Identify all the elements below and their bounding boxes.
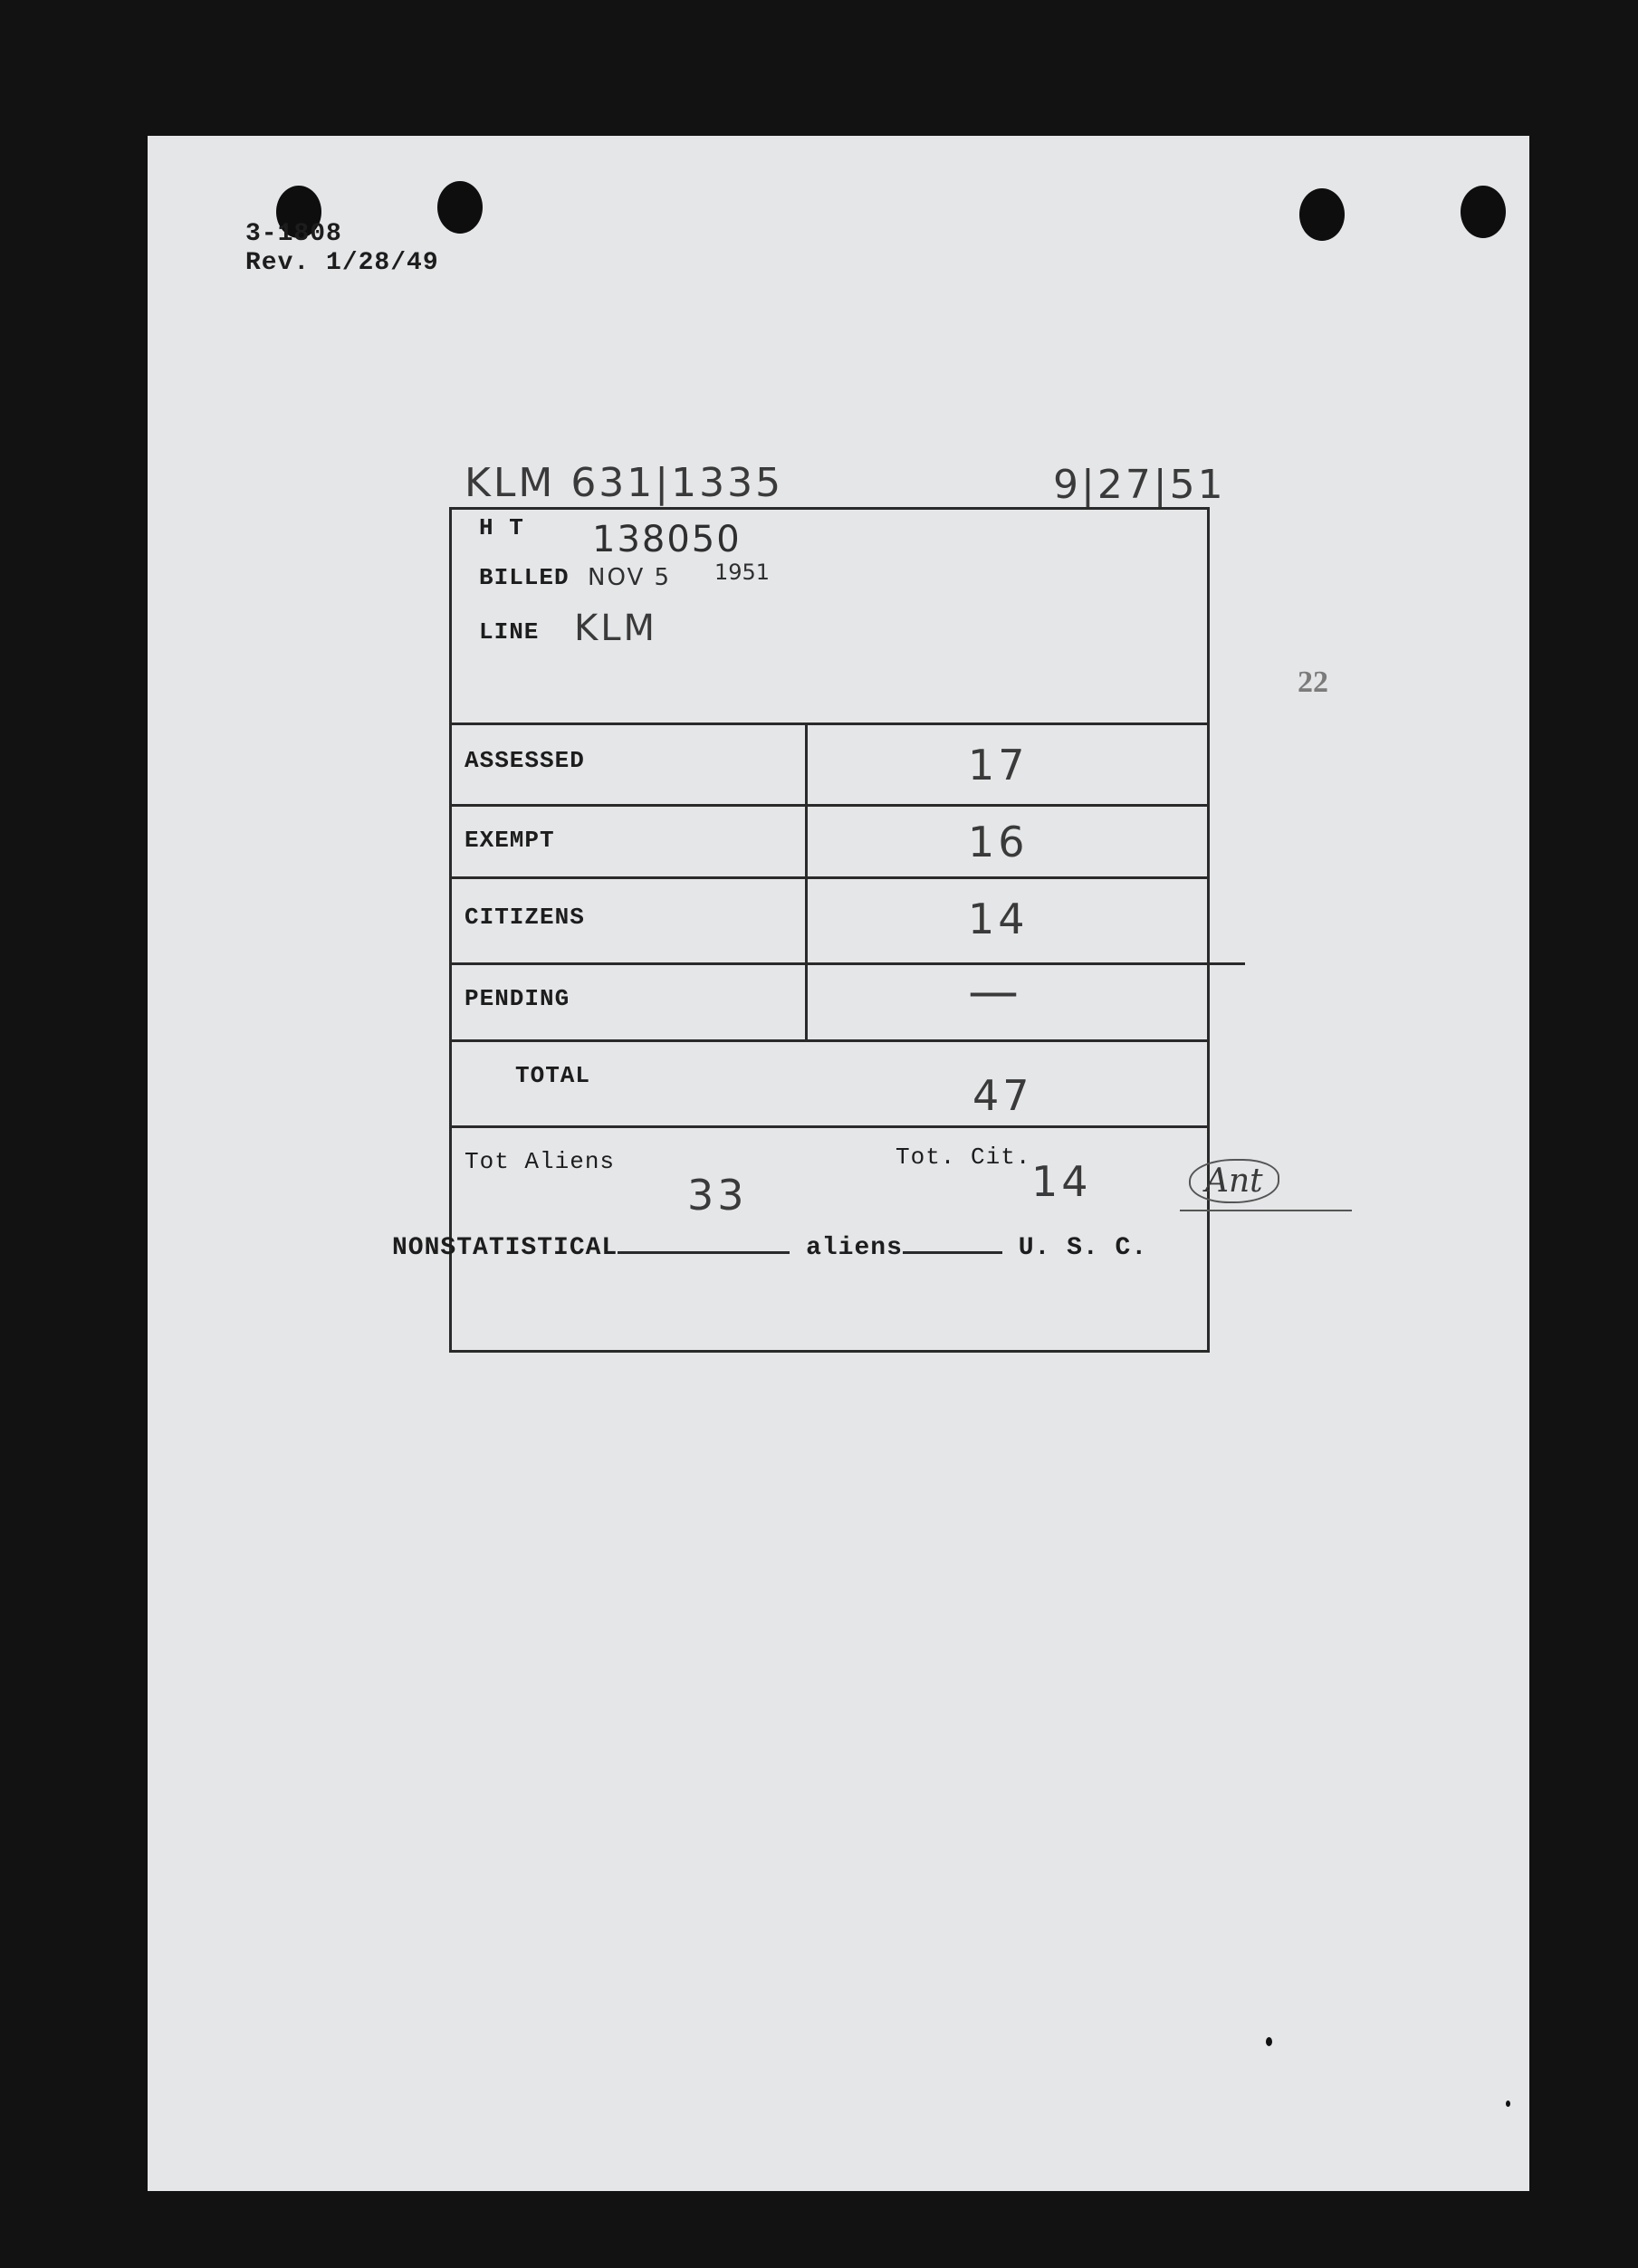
tot-aliens-label: Tot Aliens (465, 1148, 616, 1175)
divider-row-3 (452, 962, 1245, 965)
divider-header (452, 723, 1207, 725)
column-divider (805, 723, 808, 1041)
speck-mark (1506, 2101, 1510, 2107)
divider-row-1 (452, 804, 1207, 807)
total-value: 47 (972, 1071, 1033, 1120)
page-number: 22 (1298, 665, 1328, 699)
signature-underline (1180, 1210, 1352, 1211)
citizens-label: CITIZENS (465, 904, 585, 931)
nonstatistical-label: NONSTATISTICAL (392, 1234, 618, 1262)
punch-hole-2 (437, 181, 483, 234)
initials-signature: Ant (1189, 1159, 1279, 1203)
punch-hole-3 (1299, 188, 1345, 241)
divider-row-2 (452, 876, 1207, 879)
billed-label: BILLED (479, 564, 570, 591)
total-label: TOTAL (515, 1062, 591, 1089)
assessed-label: ASSESSED (465, 747, 585, 774)
assessed-value: 17 (968, 741, 1029, 789)
ht-number: 138050 (592, 519, 742, 560)
citizens-value: 14 (968, 895, 1029, 943)
document-page (148, 136, 1529, 2191)
tot-aliens-value: 33 (687, 1171, 748, 1220)
exempt-value: 16 (968, 818, 1029, 866)
aliens-label: aliens (806, 1234, 903, 1262)
line-value: KLM (574, 608, 658, 649)
line-label: LINE (479, 618, 540, 646)
handwritten-flight: KLM 631|1335 (465, 460, 784, 506)
billed-year: 1951 (714, 560, 771, 585)
form-revision: Rev. 1/28/49 (245, 249, 439, 277)
ht-label: H T (479, 514, 524, 541)
form-code-block (245, 220, 439, 278)
pending-value: — (968, 962, 1022, 1021)
nonstatistical-blank (618, 1231, 790, 1254)
handwritten-date: 9|27|51 (1053, 462, 1226, 508)
divider-total (452, 1125, 1207, 1128)
billed-stamp: NOV 5 (588, 564, 672, 591)
speck-mark (1266, 2037, 1272, 2046)
pending-label: PENDING (465, 985, 570, 1012)
manifest-box (449, 507, 1210, 1353)
usc-label: U. S. C. (1018, 1234, 1148, 1262)
tot-cit-label: Tot. Cit. (896, 1144, 1031, 1171)
form-code: 3-1808 (245, 220, 342, 248)
exempt-label: EXEMPT (465, 827, 555, 854)
tot-cit-value: 14 (1031, 1157, 1092, 1206)
divider-row-4 (452, 1039, 1207, 1042)
punch-hole-4 (1461, 186, 1506, 238)
aliens-blank (903, 1231, 1002, 1254)
nonstatistical-line (392, 1231, 1147, 1262)
